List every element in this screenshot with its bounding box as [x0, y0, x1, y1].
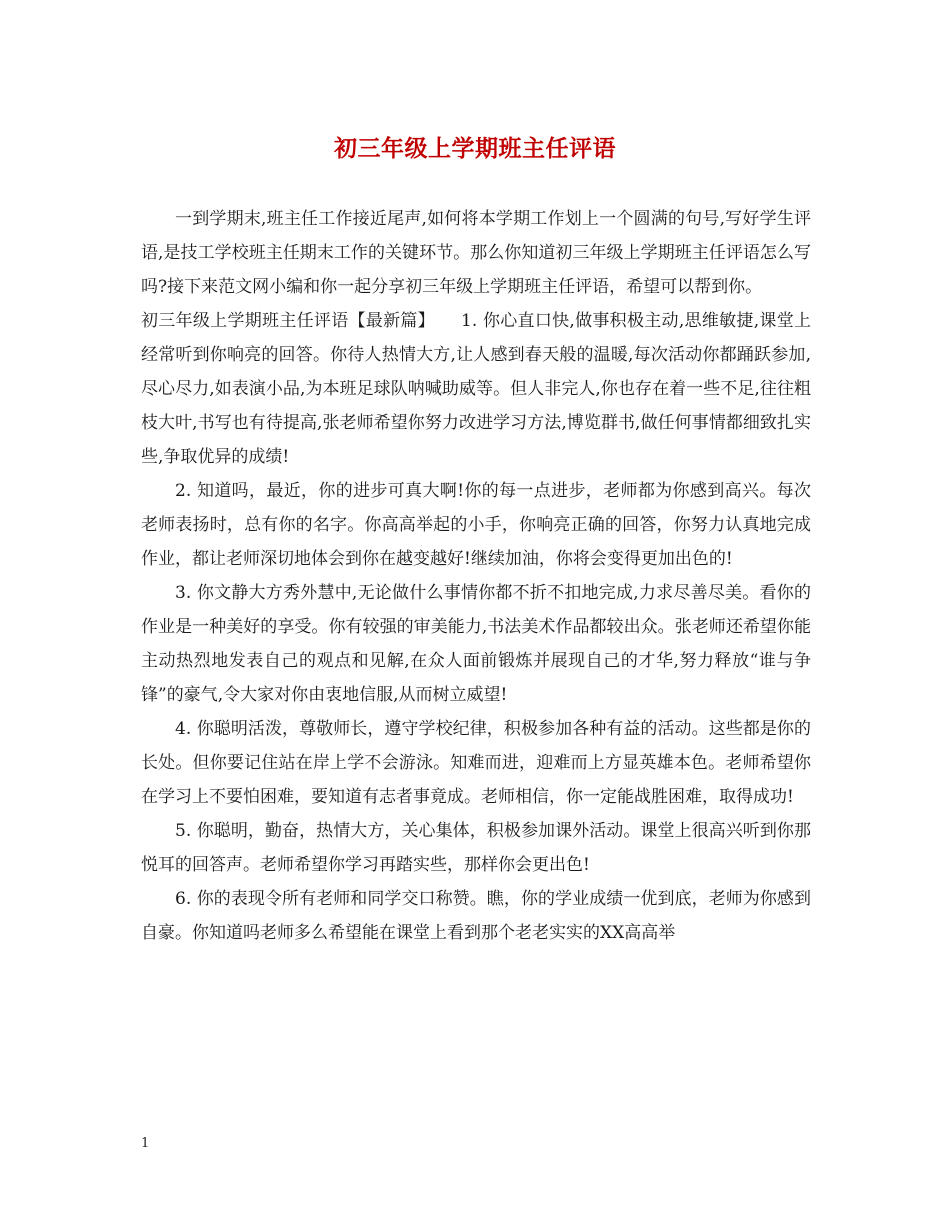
intro-paragraph: 一到学期末,班主任工作接近尾声,如何将本学期工作划上一个圆满的句号,写好学生评语,是技工学校班主任期末工作的关键环节。那么你知道初三年级上学期班主任评语怎么写吗?接下来范文网小编和你一起分享初三年级上学期班主任评语，希望可以帮到你。	[141, 209, 811, 297]
comment-paragraph-5: 5. 你聪明，勤奋，热情大方，关心集体，积极参加课外活动。课堂上很高兴听到你那悦耳的回答声。老师希望你学习再踏实些，那样你会更出色!	[141, 821, 811, 875]
comment-paragraph-6: 6. 你的表现令所有老师和同学交口称赞。瞧，你的学业成绩一优到底，老师为你感到自豪。你知道吗老师多么希望能在课堂上看到那个老老实实的XX高高举	[141, 889, 811, 943]
page-number: 1	[141, 1136, 150, 1151]
document-body	[141, 202, 811, 950]
comment-paragraph-2: 2. 知道吗，最近，你的进步可真大啊!你的每一点进步，老师都为你感到高兴。每次老师表扬时，总有你的名字。你高高举起的小手，你响亮正确的回答，你努力认真地完成作业，都让老师深切地体会到你在越变越好!继续加油，你将会变得更加出色的!	[141, 481, 811, 569]
comment-paragraph-3: 3. 你文静大方秀外慧中,无论做什么事情你都不折不扣地完成,力求尽善尽美。看你的作业是一种美好的享受。你有较强的审美能力,书法美术作品都较出众。张老师还希望你能主动热烈地发表自己的观点和见解,在众人面前锻炼并展现自己的才华,努力释放“谁与争锋”的豪气,令大家对你由衷地信服,从而树立威望!	[141, 583, 811, 705]
page-title: 初三年级上学期班主任评语	[334, 135, 616, 162]
comment-paragraph-1: 初三年级上学期班主任评语【最新篇】 1. 你心直口快,做事积极主动,思维敏捷,课堂上经常听到你响亮的回答。你待人热情大方,让人感到春天般的温暖,每次活动你都踊跃参加,尽心尽力,如表演小品,为本班足球队呐喊助威等。但人非完人,你也存在着一些不足,往往粗枝大叶,书写也有待提高,张老师希望你努力改进学习方法,博览群书,做任何事情都细致扎实些,争取优异的成绩!	[141, 311, 811, 467]
comment-paragraph-4: 4. 你聪明活泼，尊敬师长，遵守学校纪律，积极参加各种有益的活动。这些都是你的长处。但你要记住站在岸上学不会游泳。知难而进，迎难而上方显英雄本色。老师希望你在学习上不要怕困难，要知道有志者事竟成。老师相信，你一定能战胜困难，取得成功!	[141, 719, 811, 807]
